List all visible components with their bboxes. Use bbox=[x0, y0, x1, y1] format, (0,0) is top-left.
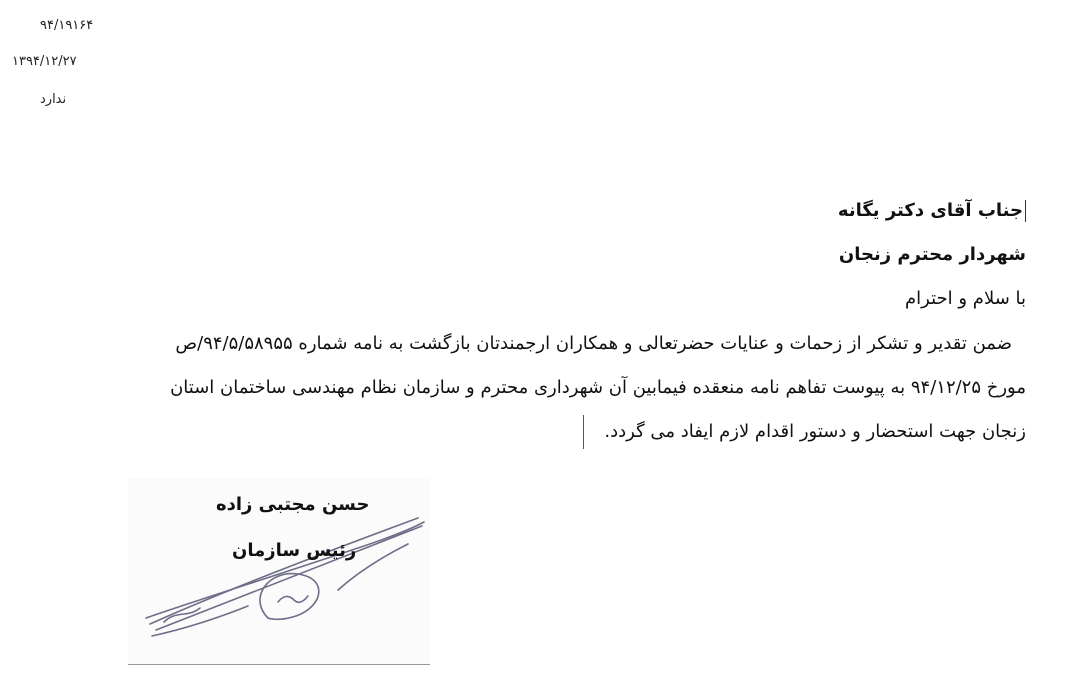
signer-position: رئیس سازمان bbox=[232, 540, 357, 561]
recipient-title: شهردار محترم زنجان bbox=[838, 244, 1026, 265]
body-line-text: زنجان جهت استحضار و دستور اقدام لازم ایفاد می گردد. bbox=[604, 421, 1026, 442]
greeting: با سلام و احترام bbox=[905, 288, 1026, 309]
signature-block bbox=[128, 478, 430, 665]
letter-number: ۹۴/۱۹۱۶۴ bbox=[40, 18, 94, 33]
letter-body bbox=[116, 200, 1026, 454]
text-cursor bbox=[583, 415, 584, 449]
letter-date: ۱۳۹۴/۱۲/۲۷ bbox=[12, 54, 77, 69]
body-paragraph bbox=[116, 322, 1026, 454]
attachment-status: ندارد bbox=[40, 92, 67, 107]
body-line: مورخ ۹۴/۱۲/۲۵ به پیوست تفاهم نامه منعقده فیمابین آن شهرداری محترم و سازمان نظام مهندسی ساختمان استان bbox=[170, 377, 1026, 398]
body-line-last bbox=[116, 410, 1026, 454]
signature-strokes bbox=[146, 518, 424, 636]
body-line: ضمن تقدیر و تشکر از زحمات و عنایات حضرتعالی و همکاران ارجمندتان بازگشت به نامه شماره ۹۴/۵/۵۸۹۵۵/ص bbox=[175, 333, 1012, 354]
signer-name: حسن مجتبی زاده bbox=[216, 494, 370, 515]
recipient-name: جناب آقای دکتر یگانه bbox=[838, 200, 1026, 222]
